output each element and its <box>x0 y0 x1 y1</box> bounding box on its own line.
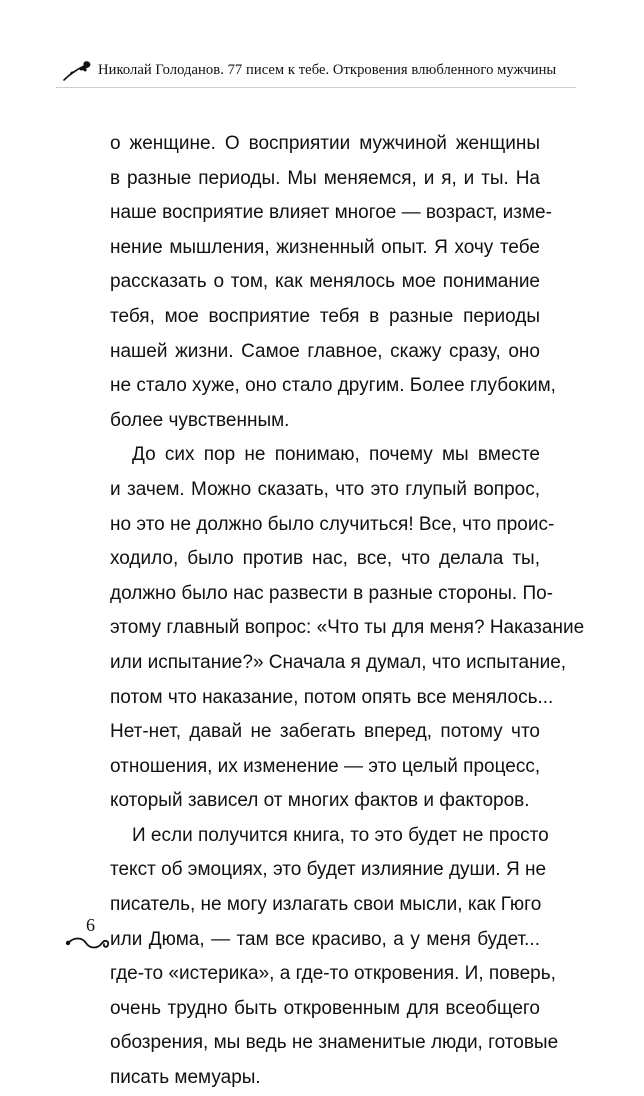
swirl-flourish-icon <box>64 931 112 953</box>
text-line: тебя, мое восприятие тебя в разные периоды <box>110 305 540 327</box>
text-line: потом что наказание, потом опять все менялось... <box>110 686 554 708</box>
text-line: писатель, не могу излагать свои мысли, как Гюго <box>110 894 542 916</box>
text-line: должно было нас развести в разные стороны. По- <box>110 582 554 604</box>
running-header <box>62 58 622 88</box>
text-line: о женщине. О восприятии мужчиной женщины <box>110 133 540 154</box>
text-line: более чувственным. <box>110 409 290 431</box>
text-line: И если получится книга, то это будет не просто <box>132 824 549 846</box>
text-line: ходило, было против нас, все, что делала ты, <box>110 548 540 570</box>
text-line: и зачем. Можно сказать, что это глупый вопрос, <box>110 478 540 500</box>
text-line: наше восприятие влияет многое — возраст, изме- <box>110 202 552 224</box>
paragraph <box>110 127 556 438</box>
paragraph <box>110 438 585 819</box>
text-line: не стало хуже, оно стало другим. Более глубоким, <box>110 375 556 397</box>
body-text <box>110 127 585 1096</box>
text-line: который зависел от многих фактов и факторов. <box>110 790 530 812</box>
text-line: обозрения, мы ведь не знаменитые люди, готовые <box>110 1032 559 1054</box>
paragraph <box>110 819 559 1096</box>
page-number: 6 <box>86 915 95 935</box>
text-line: отношения, их изменение — это целый процесс, <box>110 755 541 777</box>
text-line: этому главный вопрос: «Что ты для меня? Наказание <box>110 617 585 639</box>
text-line: Нет-нет, давай не забегать вперед, потому что <box>110 721 540 743</box>
text-line: в разные периоды. Мы меняемся, и я, и ты. На <box>110 167 540 189</box>
text-line: но это не должно было случиться! Все, что проис- <box>110 513 555 535</box>
text-line: писать мемуары. <box>110 1067 261 1089</box>
text-line: До сих пор не понимаю, почему мы вместе <box>132 444 540 466</box>
leaf-flourish-icon <box>62 60 94 82</box>
text-line: нение мышления, жизненный опыт. Я хочу тебе <box>110 236 540 258</box>
text-line: рассказать о том, как менялось мое понимание <box>110 271 540 293</box>
text-line: очень трудно быть откровенным для всеобщего <box>110 997 540 1019</box>
text-line: или испытание?» Сначала я думал, что испытание, <box>110 651 567 673</box>
text-line: где-то «истерика», а где-то откровения. И, поверь, <box>110 963 556 985</box>
header-rule <box>56 87 576 88</box>
text-line: текст об эмоциях, это будет излияние души. Я не <box>110 859 547 881</box>
text-line: или Дюма, — там все красиво, а у меня будет... <box>110 928 540 950</box>
text-line: нашей жизни. Самое главное, скажу сразу, оно <box>110 340 540 362</box>
running-title: Николай Голоданов. 77 писем к тебе. Откровения влюбленного мужчины <box>98 62 557 78</box>
